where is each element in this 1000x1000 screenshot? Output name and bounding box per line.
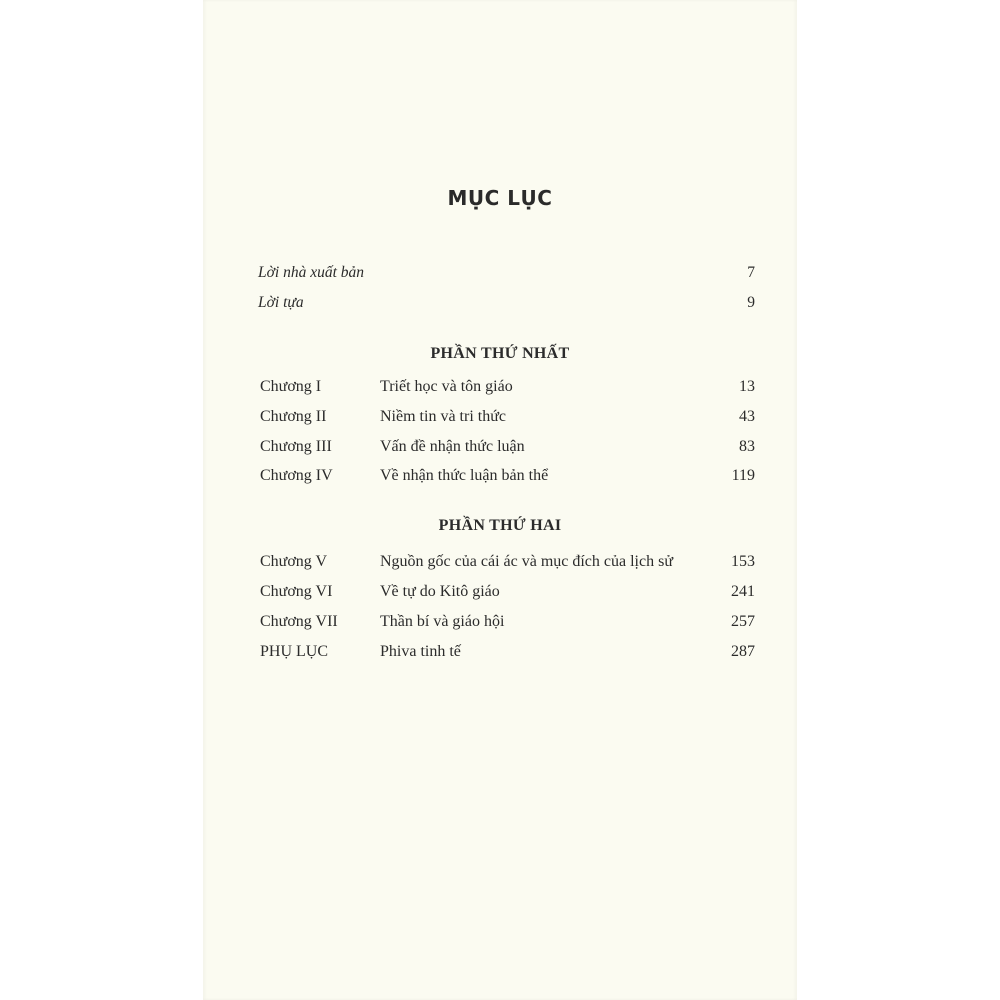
toc-chapter-row	[260, 408, 755, 432]
chapter-title: Thần bí và giáo hội	[380, 613, 505, 630]
chapter-title: Niềm tin và tri thức	[380, 408, 506, 425]
chapter-page: 13	[739, 378, 755, 395]
toc-entry-publisher-note	[258, 264, 755, 288]
chapter-title: Nguồn gốc của cái ác và mục đích của lịch sử	[380, 553, 673, 570]
chapter-title: Về nhận thức luận bản thể	[380, 467, 549, 484]
toc-chapter-row	[260, 613, 755, 637]
chapter-label: Chương III	[260, 438, 332, 455]
chapter-label: Chương VI	[260, 583, 333, 600]
chapter-page: 43	[739, 408, 755, 425]
toc-entry-label: Lời nhà xuất bản	[258, 264, 365, 281]
chapter-title: Về tự do Kitô giáo	[380, 583, 500, 600]
chapter-label: Chương IV	[260, 467, 333, 484]
toc-chapter-row	[260, 378, 755, 402]
chapter-label: Chương II	[260, 408, 327, 425]
chapter-page: 241	[731, 583, 755, 600]
chapter-page: 153	[731, 553, 755, 570]
toc-chapter-row	[260, 438, 755, 462]
book-page	[203, 0, 797, 1000]
part-one-heading: PHẦN THỨ NHẤT	[430, 345, 570, 362]
toc-appendix-row	[260, 643, 755, 667]
toc-entry-page: 9	[747, 294, 755, 311]
toc-entry-page: 7	[747, 264, 755, 281]
chapter-title: Vấn đề nhận thức luận	[380, 438, 525, 455]
chapter-title: Phiva tinh tế	[380, 643, 461, 660]
chapter-page: 119	[731, 467, 755, 484]
chapter-label: Chương VII	[260, 613, 338, 630]
chapter-page: 287	[731, 643, 755, 660]
chapter-page: 257	[731, 613, 755, 630]
toc-entry-label: Lời tựa	[258, 294, 304, 311]
chapter-title: Triết học và tôn giáo	[380, 378, 513, 395]
toc-chapter-row	[260, 467, 755, 491]
chapter-label: Chương I	[260, 378, 322, 395]
toc-chapter-row	[260, 553, 755, 577]
chapter-label: Chương V	[260, 553, 328, 570]
page-title: MỤC LỤC	[447, 186, 553, 210]
chapter-label: PHỤ LỤC	[260, 643, 329, 660]
chapter-page: 83	[739, 438, 755, 455]
toc-chapter-row	[260, 583, 755, 607]
toc-entry-preface	[258, 294, 755, 318]
part-two-heading: PHẦN THỨ HAI	[438, 517, 562, 534]
